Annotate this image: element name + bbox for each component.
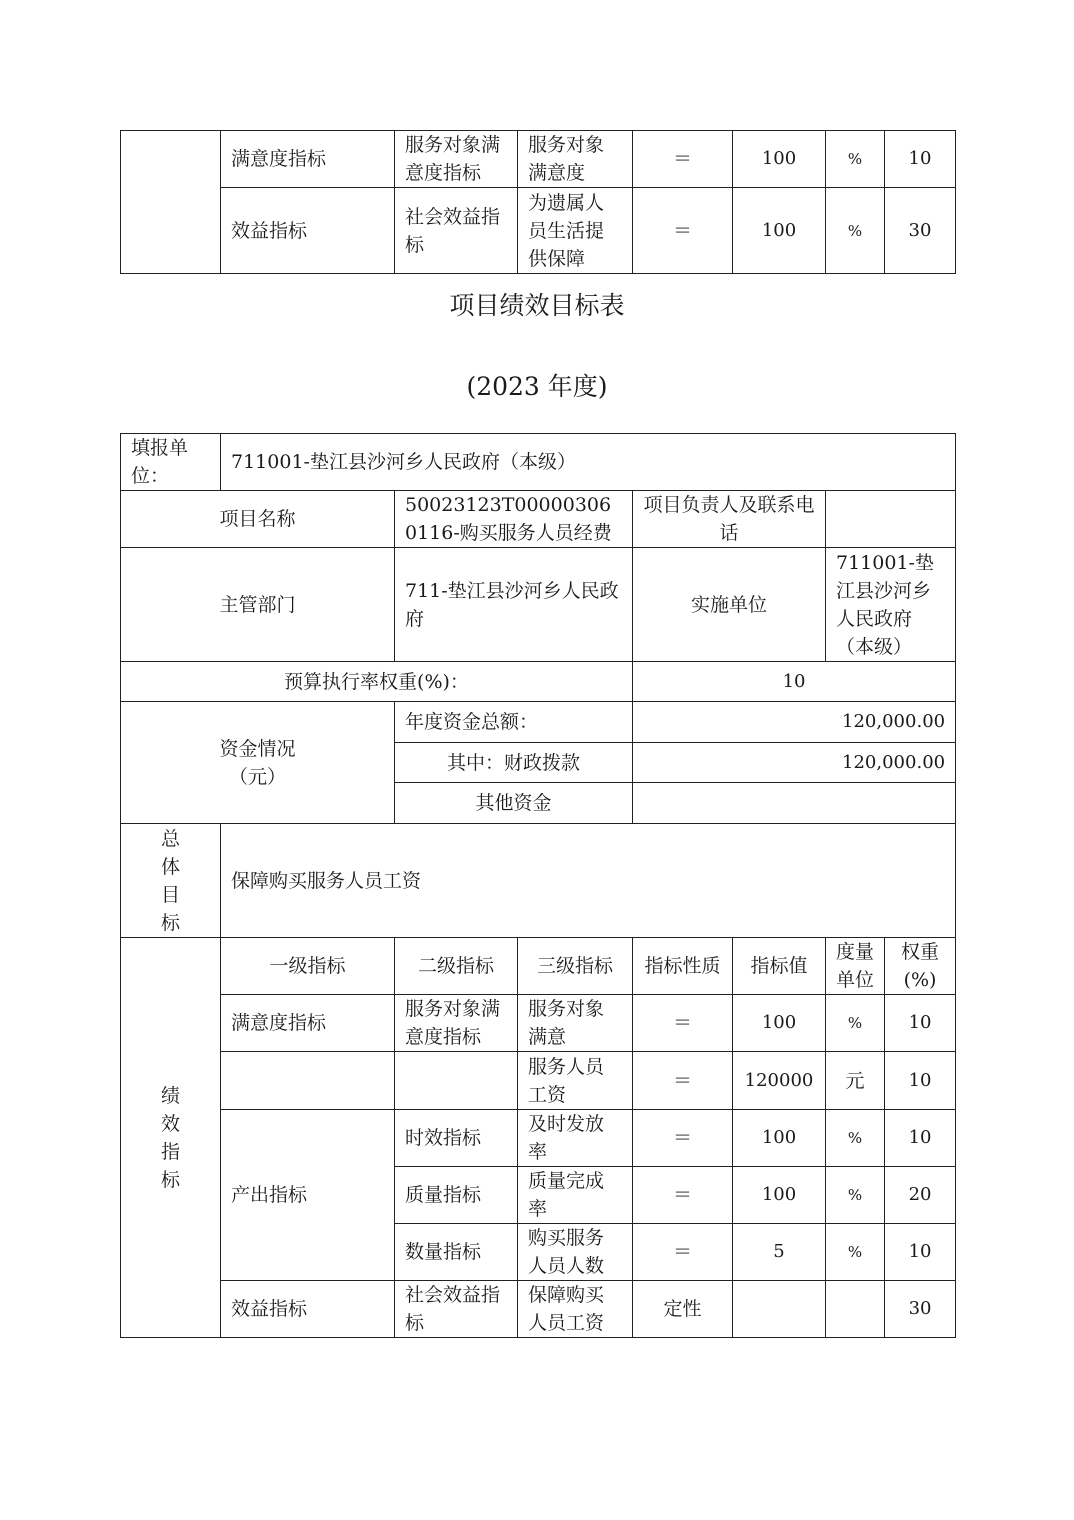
weight-cell: 10 [885, 995, 956, 1052]
header-weight: 权重(%) [885, 938, 956, 995]
level1-cell: 效益指标 [221, 188, 395, 274]
nature-cell: 定性 [633, 1281, 733, 1338]
unit-cell: % [826, 1167, 885, 1224]
value-cell: 5 [733, 1224, 826, 1281]
project-name-value: 50023123T000003060116-购买服务人员经费 [395, 491, 633, 548]
weight-cell: 10 [885, 131, 956, 188]
value-cell [733, 1281, 826, 1338]
nature-cell: ＝ [633, 188, 733, 274]
weight-cell: 30 [885, 188, 956, 274]
impl-label: 实施单位 [633, 548, 826, 662]
other-funds-value [633, 783, 956, 824]
nature-cell: ＝ [633, 1052, 733, 1110]
unit-cell: % [826, 188, 885, 274]
funds-label-text: 资金情况（元） [219, 737, 296, 788]
unit-cell: % [826, 995, 885, 1052]
value-cell: 100 [733, 131, 826, 188]
budget-rate-label: 预算执行率权重(%)： [121, 662, 633, 702]
table-row [121, 995, 956, 1052]
nature-cell: ＝ [633, 995, 733, 1052]
header-level1: 一级指标 [221, 938, 395, 995]
unit-cell [826, 1281, 885, 1338]
weight-cell: 10 [885, 1110, 956, 1167]
value-cell: 100 [733, 995, 826, 1052]
value-cell: 100 [733, 188, 826, 274]
table-row [121, 491, 956, 548]
funds-label [121, 702, 395, 824]
level1-cell: 满意度指标 [221, 995, 395, 1052]
perf-label-text: 绩效指标 [160, 1084, 180, 1191]
level3-cell: 服务对象满意度 [518, 131, 633, 188]
level3-cell: 质量完成率 [518, 1167, 633, 1224]
budget-rate-value: 10 [633, 662, 956, 702]
nature-cell: ＝ [633, 1224, 733, 1281]
nature-cell: ＝ [633, 1110, 733, 1167]
fiscal-value: 120,000.00 [633, 743, 956, 783]
value-cell: 100 [733, 1167, 826, 1224]
header-nature: 指标性质 [633, 938, 733, 995]
annual-total-value: 120,000.00 [633, 702, 956, 743]
header-level2: 二级指标 [395, 938, 518, 995]
fiscal-label: 其中：财政拨款 [395, 743, 633, 783]
nature-cell: ＝ [633, 131, 733, 188]
table-row [121, 1281, 956, 1338]
level2-cell: 社会效益指标 [395, 1281, 518, 1338]
level3-cell: 服务对象满意 [518, 995, 633, 1052]
level2-cell: 服务对象满意度指标 [395, 131, 518, 188]
impl-value: 711001-垫江县沙河乡人民政府（本级） [826, 548, 956, 662]
top-indicator-table [120, 130, 956, 274]
annual-total-label: 年度资金总额： [395, 702, 633, 743]
level1-cell: 满意度指标 [221, 131, 395, 188]
level1-cell: 效益指标 [221, 1281, 395, 1338]
contact-value [826, 491, 956, 548]
level3-cell: 为遗属人员生活提供保障 [518, 188, 633, 274]
table-row [121, 434, 956, 491]
value-cell: 100 [733, 1110, 826, 1167]
table-row [121, 1052, 956, 1110]
page-title: 项目绩效目标表 [449, 291, 625, 320]
level2-cell: 时效指标 [395, 1110, 518, 1167]
table-row [121, 662, 956, 702]
level2-cell: 服务对象满意度指标 [395, 995, 518, 1052]
dept-label: 主管部门 [121, 548, 395, 662]
page-subtitle: (2023 年度) [466, 372, 608, 401]
level2-cell: 数量指标 [395, 1224, 518, 1281]
perf-label [121, 938, 221, 1338]
goal-label [121, 824, 221, 938]
level2-cell: 社会效益指标 [395, 188, 518, 274]
header-level3: 三级指标 [518, 938, 633, 995]
other-funds-label: 其他资金 [395, 783, 633, 824]
level2-cell [395, 1052, 518, 1110]
nature-cell: ＝ [633, 1167, 733, 1224]
unit-cell: 元 [826, 1052, 885, 1110]
level1-cell [221, 1052, 395, 1110]
level3-cell: 购买服务人员人数 [518, 1224, 633, 1281]
table-row [121, 1110, 956, 1167]
project-name-label: 项目名称 [121, 491, 395, 548]
blank-cell [121, 131, 221, 274]
level3-cell: 及时发放率 [518, 1110, 633, 1167]
header-unit: 度量单位 [826, 938, 885, 995]
table-row [121, 938, 956, 995]
table-row [121, 824, 956, 938]
unit-cell: % [826, 131, 885, 188]
table-row [121, 131, 956, 188]
reporting-unit-label: 填报单位： [121, 434, 221, 491]
unit-cell: % [826, 1110, 885, 1167]
goal-value: 保障购买服务人员工资 [221, 824, 956, 938]
contact-label: 项目负责人及联系电话 [633, 491, 826, 548]
weight-cell: 20 [885, 1167, 956, 1224]
reporting-unit-value: 711001-垫江县沙河乡人民政府（本级） [221, 434, 956, 491]
weight-cell: 30 [885, 1281, 956, 1338]
goal-label-text: 总体目标 [160, 827, 180, 934]
table-row [121, 548, 956, 662]
level1-cell: 产出指标 [221, 1110, 395, 1281]
level3-cell: 服务人员工资 [518, 1052, 633, 1110]
table-row [121, 702, 956, 743]
unit-cell: % [826, 1224, 885, 1281]
table-row [121, 188, 956, 274]
weight-cell: 10 [885, 1052, 956, 1110]
performance-target-table [120, 433, 956, 1338]
level3-cell: 保障购买人员工资 [518, 1281, 633, 1338]
header-value: 指标值 [733, 938, 826, 995]
dept-value: 711-垫江县沙河乡人民政府 [395, 548, 633, 662]
level2-cell: 质量指标 [395, 1167, 518, 1224]
value-cell: 120000 [733, 1052, 826, 1110]
weight-cell: 10 [885, 1224, 956, 1281]
